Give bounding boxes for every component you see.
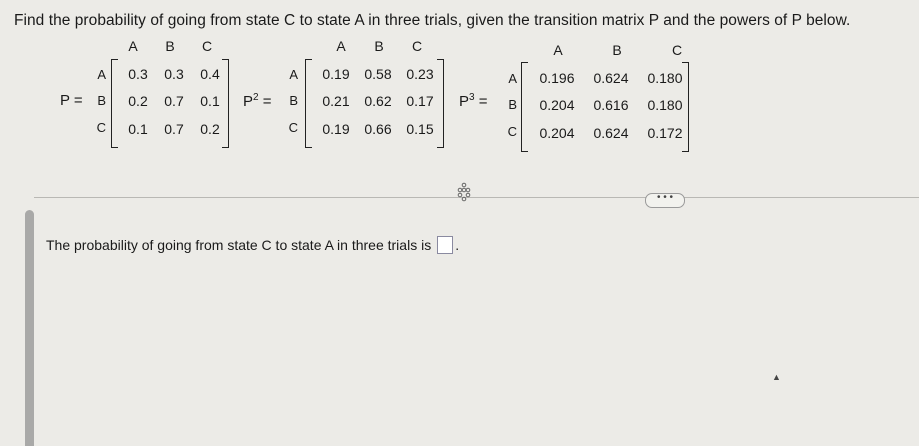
row-label-a: A xyxy=(289,67,298,82)
col-header-b: B xyxy=(374,38,384,54)
matrix-cell: 0.624 xyxy=(593,70,629,86)
matrix-cell: 0.66 xyxy=(364,121,392,137)
matrix-p-col-headers xyxy=(114,38,226,54)
matrix-row xyxy=(532,125,690,141)
matrix-cell: 0.1 xyxy=(200,93,220,109)
equals-sign: = xyxy=(478,93,488,110)
matrix-cell: 0.616 xyxy=(593,97,629,113)
drag-handle-icon[interactable] xyxy=(453,182,475,204)
matrix-cell: 0.19 xyxy=(322,66,350,82)
col-header-c: C xyxy=(201,38,213,54)
matrix-cell: 0.624 xyxy=(593,125,629,141)
answer-line xyxy=(46,236,459,254)
col-header-b: B xyxy=(165,38,175,54)
more-options-button[interactable]: • • • xyxy=(645,193,685,208)
matrix-cell: 0.21 xyxy=(322,93,350,109)
matrix-row xyxy=(532,70,690,86)
matrix-cell: 0.196 xyxy=(539,70,575,86)
matrix-p2-label xyxy=(243,92,272,110)
matrix-p2-col-headers xyxy=(322,38,436,54)
matrix-p3-exponent: 3 xyxy=(469,92,475,103)
answer-input[interactable] xyxy=(437,236,453,254)
matrix-cell: 0.7 xyxy=(164,121,184,137)
matrix-p-left-bracket xyxy=(111,59,118,148)
matrix-cell: 0.15 xyxy=(406,121,434,137)
row-label-b: B xyxy=(508,97,517,112)
matrix-cell: 0.172 xyxy=(647,125,683,141)
matrix-row xyxy=(315,93,441,109)
matrix-cell: 0.204 xyxy=(539,125,575,141)
matrix-p-right-bracket xyxy=(222,59,229,148)
move-icon xyxy=(454,182,474,202)
matrix-cell: 0.3 xyxy=(128,66,148,82)
matrix-row xyxy=(120,93,228,109)
section-divider xyxy=(34,197,919,198)
matrix-cell: 0.4 xyxy=(200,66,220,82)
mouse-cursor-icon: ▲ xyxy=(772,372,781,382)
answer-period: . xyxy=(455,237,460,253)
matrix-p3-left-bracket xyxy=(521,62,528,152)
col-header-c: C xyxy=(671,42,683,58)
matrix-p3-col-headers xyxy=(539,42,707,58)
row-label-a: A xyxy=(97,67,106,82)
matrix-cell: 0.17 xyxy=(406,93,434,109)
col-header-a: A xyxy=(553,42,563,58)
left-scrollbar[interactable] xyxy=(25,210,34,446)
matrix-cell: 0.180 xyxy=(647,97,683,113)
matrix-cell: 0.3 xyxy=(164,66,184,82)
question-text: Find the probability of going from state C to state A in three trials, given the transition matrix P and the powers of P below. xyxy=(14,12,851,29)
matrix-cell: 0.180 xyxy=(647,70,683,86)
matrix-cell: 0.58 xyxy=(364,66,392,82)
matrix-p3-base: P xyxy=(459,93,470,110)
matrix-row xyxy=(120,66,228,82)
matrix-p2-right-bracket xyxy=(437,59,444,148)
col-header-c: C xyxy=(411,38,423,54)
row-label-a: A xyxy=(508,71,517,86)
matrix-p3-right-bracket xyxy=(682,62,689,152)
col-header-a: A xyxy=(128,38,138,54)
row-label-c: C xyxy=(96,120,106,135)
row-label-b: B xyxy=(289,93,298,108)
matrix-p-label xyxy=(60,92,83,109)
matrix-cell: 0.19 xyxy=(322,121,350,137)
matrix-cell: 0.204 xyxy=(539,97,575,113)
matrix-row xyxy=(120,121,228,137)
col-header-b: B xyxy=(612,42,622,58)
matrix-p-name: P = xyxy=(60,92,83,109)
row-label-b: B xyxy=(97,93,106,108)
matrix-p3-label xyxy=(459,92,488,110)
matrix-p2-left-bracket xyxy=(305,59,312,148)
matrix-cell: 0.62 xyxy=(364,93,392,109)
matrix-p2-exponent: 2 xyxy=(253,92,259,103)
row-label-c: C xyxy=(288,120,298,135)
matrix-row xyxy=(315,66,441,82)
matrix-p2-base: P xyxy=(243,93,254,110)
answer-prompt: The probability of going from state C to state A in three trials is xyxy=(46,237,432,253)
matrix-cell: 0.7 xyxy=(164,93,184,109)
matrix-row xyxy=(532,97,690,113)
col-header-a: A xyxy=(336,38,346,54)
matrix-cell: 0.2 xyxy=(128,93,148,109)
matrix-cell: 0.2 xyxy=(200,121,220,137)
equals-sign: = xyxy=(262,93,272,110)
matrix-cell: 0.23 xyxy=(406,66,434,82)
matrix-cell: 0.1 xyxy=(128,121,148,137)
row-label-c: C xyxy=(507,124,517,139)
matrix-row xyxy=(315,121,441,137)
